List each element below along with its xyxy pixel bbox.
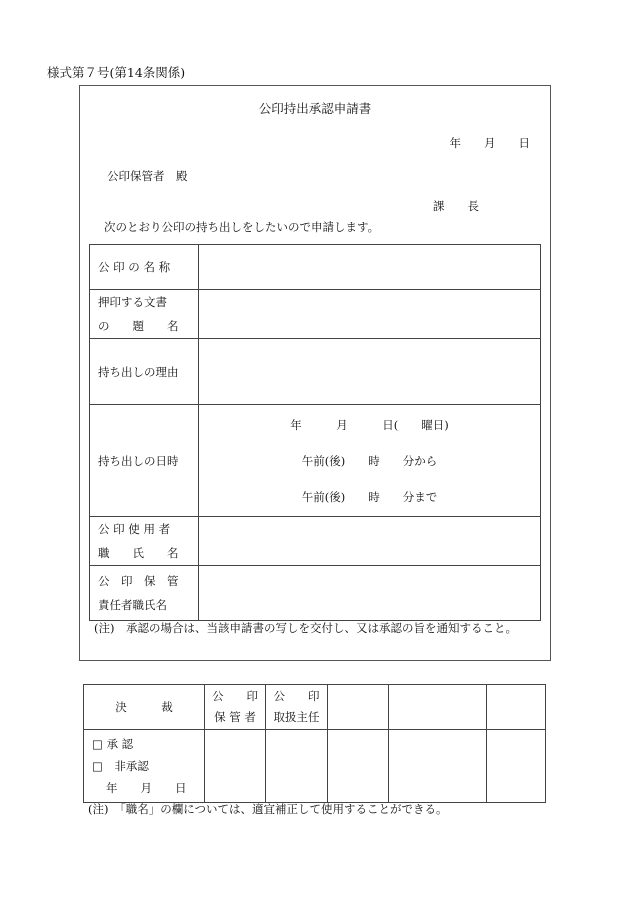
applicant-title: 課 長 <box>433 199 479 213</box>
stamp-cell-1[interactable] <box>328 730 389 803</box>
table-row <box>90 566 541 621</box>
reason-field[interactable] <box>199 339 541 405</box>
datetime-label: 持ち出しの日時 <box>90 405 199 517</box>
datetime-date: 年 月 日( 曜日) <box>290 417 449 432</box>
date-line: 年 月 日 <box>449 136 530 150</box>
seal-keeper-label: 公 印 保 管 責任者職氏名 <box>90 566 199 621</box>
seal-name-field[interactable] <box>199 245 541 290</box>
blank-header-3 <box>487 685 546 730</box>
table-row <box>90 245 541 290</box>
seal-keeper-stamp[interactable] <box>205 730 266 803</box>
seal-user-label: 公 印 使 用 者 職 氏 名 <box>90 517 199 566</box>
table-row <box>90 290 541 339</box>
note-job-title: (注) 「職名」の欄については、適宜補正して使用することができる。 <box>88 802 448 816</box>
disapprove-checkbox[interactable]: □ 非承認 <box>92 759 149 773</box>
decision-cell <box>84 730 205 803</box>
decision-date: 年 月 日 <box>106 781 187 795</box>
decision-header: 決 裁 <box>84 685 205 730</box>
seal-user-field[interactable] <box>199 517 541 566</box>
application-table <box>89 244 541 621</box>
addressee: 公印保管者 殿 <box>107 169 188 183</box>
blank-header-1 <box>328 685 389 730</box>
document-title-label: 押印する文書 の 題 名 <box>90 290 199 339</box>
stamp-cell-2[interactable] <box>389 730 487 803</box>
intro-text: 次のとおり公印の持ち出しをしたいので申請します。 <box>104 220 380 234</box>
table-row <box>90 517 541 566</box>
blank-header-2 <box>389 685 487 730</box>
table-row <box>90 405 541 517</box>
approve-checkbox[interactable]: □ 承 認 <box>92 737 134 751</box>
table-row <box>84 685 546 730</box>
seal-handler-header: 公 印 取扱主任 <box>266 685 328 730</box>
datetime-from: 午前(後) 時 分から <box>301 453 438 468</box>
seal-keeper-header: 公 印 保 管 者 <box>205 685 266 730</box>
seal-keeper-field[interactable] <box>199 566 541 621</box>
reason-label: 持ち出しの理由 <box>90 339 199 405</box>
note-approval: (注) 承認の場合は、当該申請書の写しを交付し、又は承認の旨を通知すること。 <box>94 621 517 635</box>
seal-name-label: 公 印 の 名 称 <box>90 245 199 290</box>
table-row <box>84 730 546 803</box>
datetime-to: 午前(後) 時 分まで <box>301 489 438 504</box>
table-row <box>90 339 541 405</box>
seal-handler-stamp[interactable] <box>266 730 328 803</box>
datetime-field[interactable] <box>199 405 541 517</box>
document-title: 公印持出承認申請書 <box>258 101 372 116</box>
approval-table <box>83 684 546 803</box>
document-title-field[interactable] <box>199 290 541 339</box>
stamp-cell-3[interactable] <box>487 730 546 803</box>
form-number: 様式第７号(第14条関係) <box>47 65 186 80</box>
